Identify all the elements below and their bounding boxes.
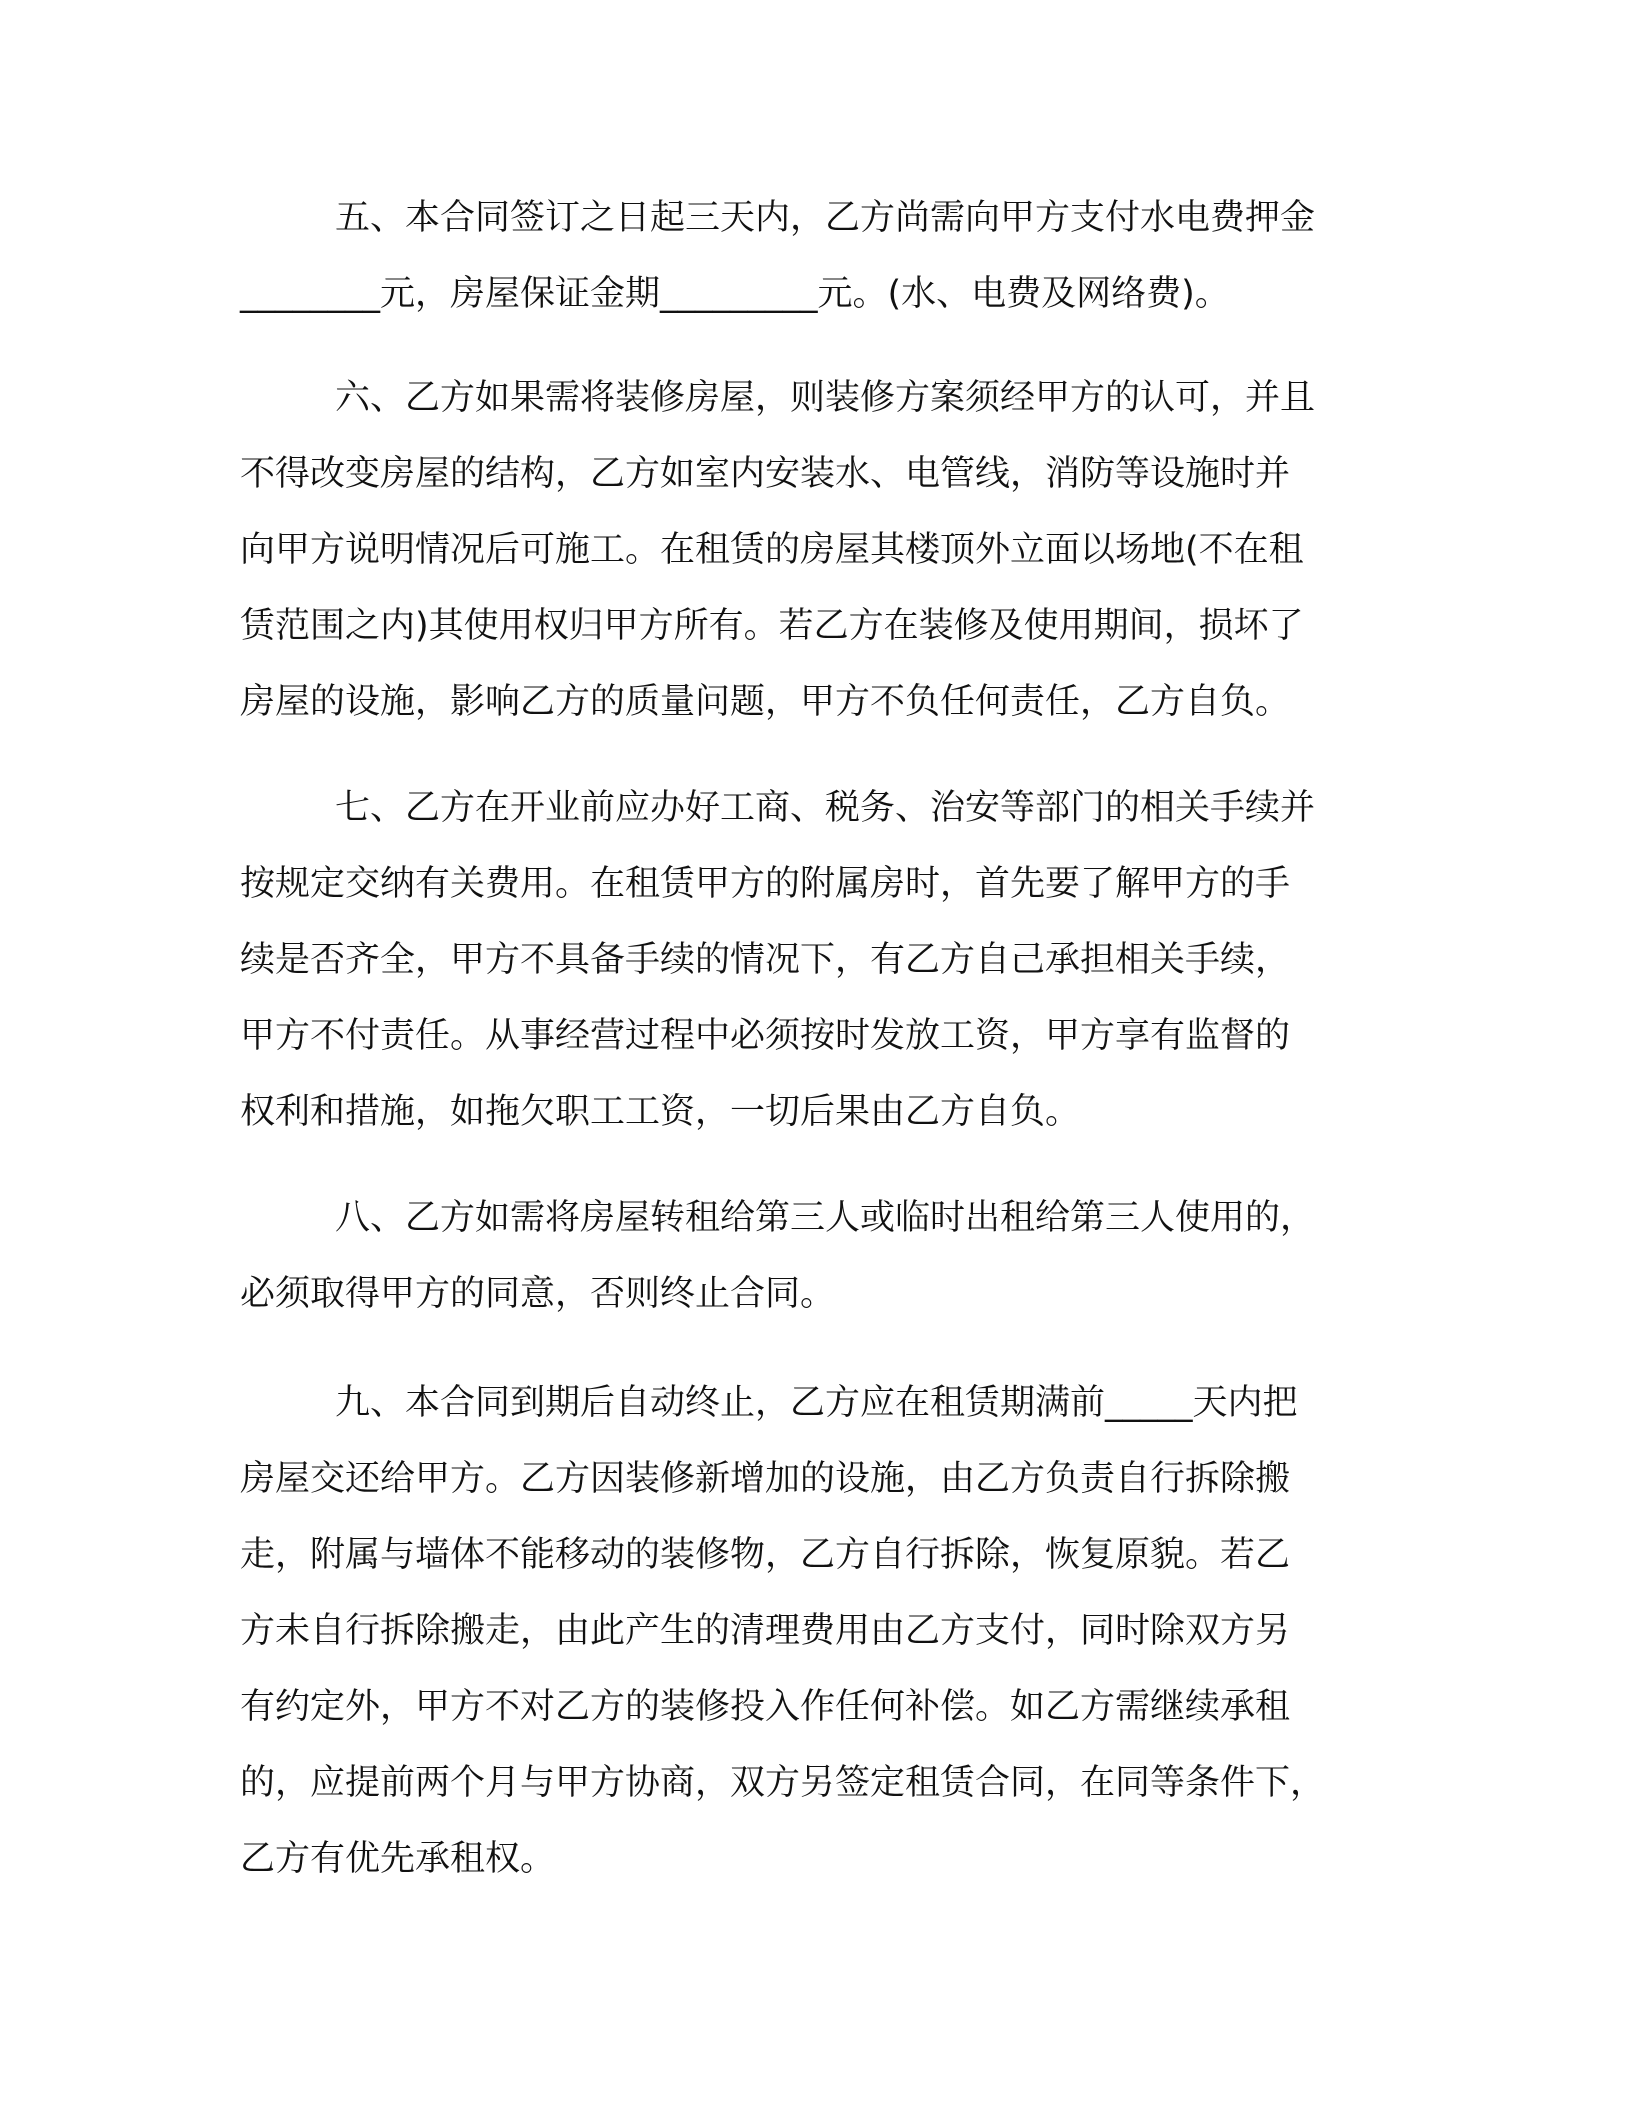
clause-6-line-4: 赁范围之内)其使用权归甲方所有。若乙方在装修及使用期间，损坏了 [240, 606, 1304, 646]
clause-7-line-3: 续是否齐全，甲方不具备手续的情况下，有乙方自己承担相关手续， [240, 940, 1291, 980]
clause-6-line-2: 不得改变房屋的结构，乙方如室内安装水、电管线，消防等设施时并 [240, 454, 1291, 494]
clause-5-line-1: 五、本合同签订之日起三天内，乙方尚需向甲方支付水电费押金 [335, 198, 1316, 238]
clause-5-line-2: ________元，房屋保证金期_________元。(水、电费及网络费)。 [240, 274, 1230, 314]
clause-9-line-7: 乙方有优先承租权。 [240, 1839, 556, 1879]
clause-9-line-1: 九、本合同到期后自动终止，乙方应在租赁期满前_____天内把 [335, 1383, 1298, 1423]
clause-5-paragraph [240, 180, 1380, 332]
clause-9-paragraph [240, 1365, 1380, 1897]
clause-9-line-3: 走，附属与墙体不能移动的装修物，乙方自行拆除，恢复原貌。若乙 [240, 1535, 1291, 1575]
clause-7-line-2: 按规定交纳有关费用。在租赁甲方的附属房时，首先要了解甲方的手 [240, 864, 1291, 904]
clause-6-line-1: 六、乙方如果需将装修房屋，则装修方案须经甲方的认可，并且 [335, 378, 1316, 418]
clause-7-line-5: 权利和措施，如拖欠职工工资，一切后果由乙方自负。 [240, 1092, 1081, 1132]
clause-8-line-2: 必须取得甲方的同意，否则终止合同。 [240, 1274, 836, 1314]
clause-7-line-1: 七、乙方在开业前应办好工商、税务、治安等部门的相关手续并 [335, 788, 1316, 828]
clause-7-line-4: 甲方不付责任。从事经营过程中必须按时发放工资，甲方享有监督的 [240, 1016, 1291, 1056]
clause-6-line-3: 向甲方说明情况后可施工。在租赁的房屋其楼顶外立面以场地(不在租 [240, 530, 1304, 570]
clause-8-paragraph [240, 1180, 1380, 1332]
clause-9-line-2: 房屋交还给甲方。乙方因装修新增加的设施，由乙方负责自行拆除搬 [240, 1459, 1291, 1499]
clause-6-line-5: 房屋的设施，影响乙方的质量问题，甲方不负任何责任，乙方自负。 [240, 682, 1291, 722]
clause-9-line-6: 的，应提前两个月与甲方协商，双方另签定租赁合同，在同等条件下， [240, 1763, 1326, 1803]
clause-9-line-5: 有约定外，甲方不对乙方的装修投入作任何补偿。如乙方需继续承租 [240, 1687, 1291, 1727]
clause-8-line-1: 八、乙方如需将房屋转租给第三人或临时出租给第三人使用的， [335, 1198, 1316, 1238]
clause-6-paragraph [240, 360, 1380, 740]
clause-7-paragraph [240, 770, 1380, 1150]
clause-9-line-4: 方未自行拆除搬走，由此产生的清理费用由乙方支付，同时除双方另 [240, 1611, 1291, 1651]
